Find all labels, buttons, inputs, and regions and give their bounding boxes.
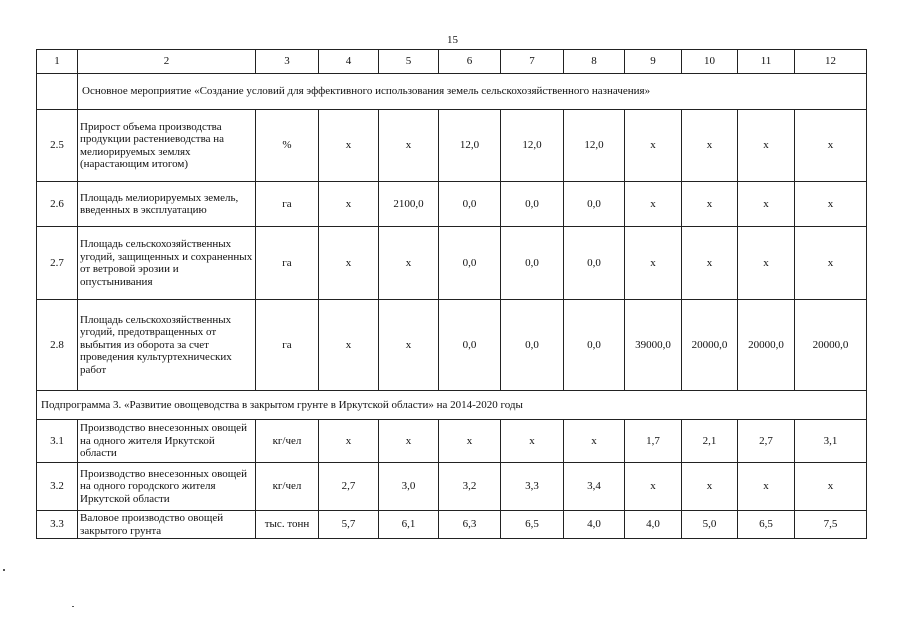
value-cell: х <box>379 300 439 391</box>
header-row <box>37 50 867 74</box>
value-cell: 0,0 <box>439 300 501 391</box>
row-number: 3.3 <box>37 511 78 539</box>
unit-cell: кг/чел <box>256 463 319 511</box>
row-number: 3.1 <box>37 420 78 463</box>
unit-cell: га <box>256 300 319 391</box>
value-cell: 20000,0 <box>682 300 738 391</box>
value-cell: х <box>625 463 682 511</box>
value-cell: 0,0 <box>501 182 564 227</box>
indicator-name: Прирост объема производства продукции растениеводства на мелиорируемых землях (нарастающим итогом) <box>78 110 256 182</box>
column-header: 12 <box>795 50 867 74</box>
value-cell: х <box>319 182 379 227</box>
column-header: 5 <box>379 50 439 74</box>
column-header: 9 <box>625 50 682 74</box>
value-cell: х <box>625 182 682 227</box>
value-cell: х <box>379 110 439 182</box>
table-row <box>37 182 867 227</box>
table-row <box>37 420 867 463</box>
value-cell: 0,0 <box>564 300 625 391</box>
value-cell: х <box>682 463 738 511</box>
empty-cell <box>37 74 78 110</box>
row-number: 2.8 <box>37 300 78 391</box>
table-row <box>37 300 867 391</box>
unit-cell: кг/чел <box>256 420 319 463</box>
value-cell: 3,4 <box>564 463 625 511</box>
column-header: 7 <box>501 50 564 74</box>
section-row <box>37 391 867 420</box>
value-cell: 3,0 <box>379 463 439 511</box>
value-cell: 20000,0 <box>738 300 795 391</box>
table-row <box>37 227 867 300</box>
row-number: 2.5 <box>37 110 78 182</box>
unit-cell: га <box>256 227 319 300</box>
table-row <box>37 511 867 539</box>
value-cell: 0,0 <box>439 182 501 227</box>
value-cell: 0,0 <box>501 227 564 300</box>
value-cell: 12,0 <box>501 110 564 182</box>
value-cell: х <box>738 463 795 511</box>
value-cell: х <box>439 420 501 463</box>
scan-mark <box>72 606 74 607</box>
value-cell: х <box>795 463 867 511</box>
value-cell: 3,3 <box>501 463 564 511</box>
value-cell: 6,5 <box>738 511 795 539</box>
value-cell: 39000,0 <box>625 300 682 391</box>
value-cell: х <box>738 110 795 182</box>
indicator-name: Производство внесезонных овощей на одного городского жителя Иркутской области <box>78 463 256 511</box>
indicators-table <box>36 49 867 539</box>
value-cell: х <box>564 420 625 463</box>
table-row <box>37 110 867 182</box>
column-header: 2 <box>78 50 256 74</box>
section-row <box>37 74 867 110</box>
row-number: 2.6 <box>37 182 78 227</box>
value-cell: 7,5 <box>795 511 867 539</box>
value-cell: 4,0 <box>625 511 682 539</box>
column-header: 11 <box>738 50 795 74</box>
column-header: 8 <box>564 50 625 74</box>
value-cell: х <box>379 227 439 300</box>
value-cell: х <box>738 227 795 300</box>
value-cell: 2,7 <box>319 463 379 511</box>
value-cell: х <box>625 227 682 300</box>
column-header: 10 <box>682 50 738 74</box>
value-cell: 0,0 <box>564 182 625 227</box>
unit-cell: тыс. тонн <box>256 511 319 539</box>
unit-cell: % <box>256 110 319 182</box>
value-cell: х <box>795 182 867 227</box>
value-cell: 12,0 <box>564 110 625 182</box>
value-cell: х <box>682 110 738 182</box>
section-title: Подпрограмма 3. «Развитие овощеводства в закрытом грунте в Иркутской области» на 2014-2020 годы <box>37 391 867 420</box>
value-cell: х <box>319 110 379 182</box>
value-cell: х <box>682 227 738 300</box>
value-cell: 2,7 <box>738 420 795 463</box>
column-header: 4 <box>319 50 379 74</box>
value-cell: х <box>738 182 795 227</box>
column-header: 1 <box>37 50 78 74</box>
indicator-name: Валовое производство овощей закрытого грунта <box>78 511 256 539</box>
value-cell: х <box>795 227 867 300</box>
table-body <box>37 50 867 539</box>
indicator-name: Площадь сельскохозяйственных угодий, предотвращенных от выбытия из оборота за счет проведения культуртехнических работ <box>78 300 256 391</box>
indicator-name: Производство внесезонных овощей на одного жителя Иркутской области <box>78 420 256 463</box>
indicator-name: Площадь мелиорируемых земель, введенных в эксплуатацию <box>78 182 256 227</box>
value-cell: 5,7 <box>319 511 379 539</box>
row-number: 3.2 <box>37 463 78 511</box>
value-cell: 6,5 <box>501 511 564 539</box>
section-title: Основное мероприятие «Создание условий для эффективного использования земель сельскохозяйственного назначения» <box>78 74 867 110</box>
value-cell: 2100,0 <box>379 182 439 227</box>
value-cell: 4,0 <box>564 511 625 539</box>
scan-mark <box>3 569 5 571</box>
value-cell: 0,0 <box>564 227 625 300</box>
indicator-name: Площадь сельскохозяйственных угодий, защищенных и сохраненных от ветровой эрозии и опустынивания <box>78 227 256 300</box>
value-cell: 3,2 <box>439 463 501 511</box>
table-row <box>37 463 867 511</box>
value-cell: 5,0 <box>682 511 738 539</box>
value-cell: х <box>682 182 738 227</box>
column-header: 6 <box>439 50 501 74</box>
value-cell: х <box>319 300 379 391</box>
value-cell: х <box>319 227 379 300</box>
column-header: 3 <box>256 50 319 74</box>
value-cell: 12,0 <box>439 110 501 182</box>
value-cell: 6,3 <box>439 511 501 539</box>
value-cell: х <box>379 420 439 463</box>
value-cell: 0,0 <box>439 227 501 300</box>
value-cell: х <box>501 420 564 463</box>
value-cell: 6,1 <box>379 511 439 539</box>
page-number: 15 <box>447 34 458 46</box>
value-cell: 3,1 <box>795 420 867 463</box>
value-cell: х <box>319 420 379 463</box>
value-cell: х <box>625 110 682 182</box>
value-cell: х <box>795 110 867 182</box>
row-number: 2.7 <box>37 227 78 300</box>
value-cell: 0,0 <box>501 300 564 391</box>
value-cell: 1,7 <box>625 420 682 463</box>
value-cell: 2,1 <box>682 420 738 463</box>
unit-cell: га <box>256 182 319 227</box>
value-cell: 20000,0 <box>795 300 867 391</box>
